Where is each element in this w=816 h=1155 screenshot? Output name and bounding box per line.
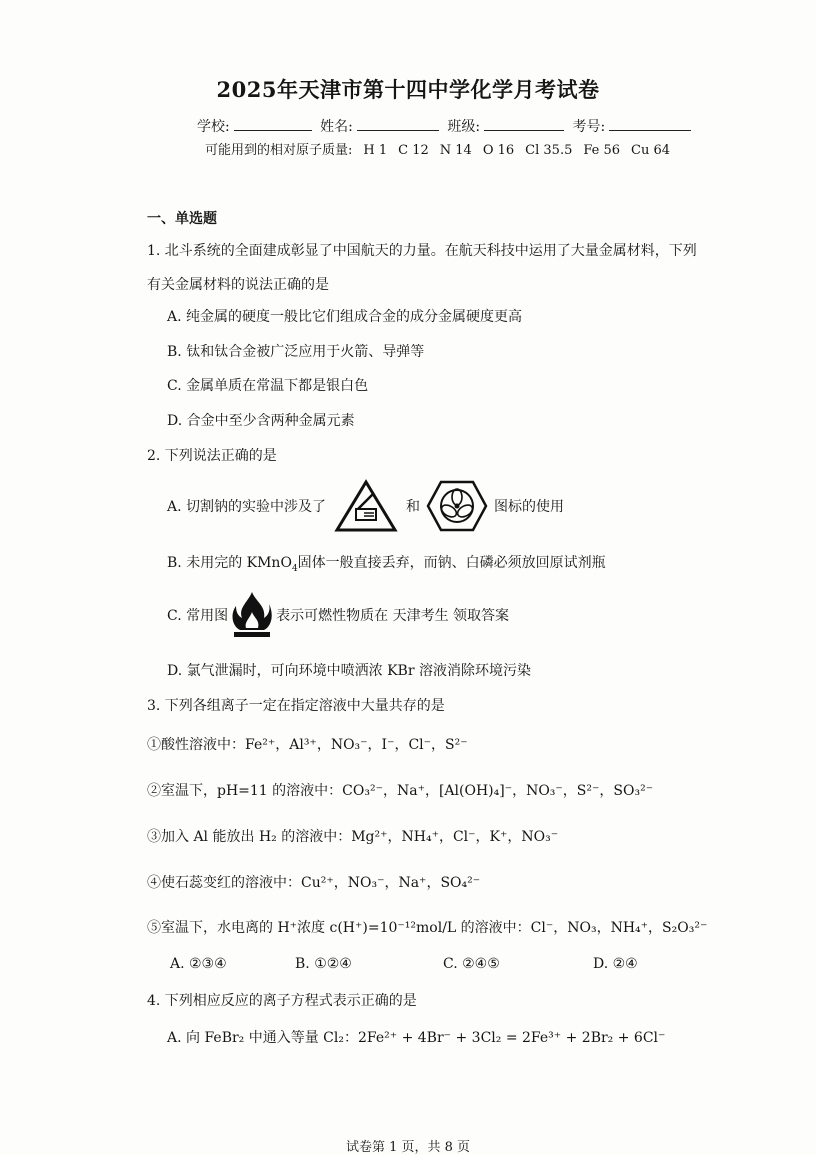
mass-n: N 14 [439,143,472,158]
mass-o: O 16 [482,143,515,158]
q1-stem-line2: 有关金属材料的说法正确的是 [147,277,329,293]
q2-option-c-suffix: 表示可燃性物质在 天津考生 领取答案 [276,608,510,624]
mass-cu: Cu 64 [631,143,671,158]
q3-choice-b: B. ①②④ [295,956,352,972]
q2-option-c-prefix: C. 常用图 [167,608,229,624]
section-heading: 一、单选题 [147,211,217,227]
q4-option-a: A. 向 FeBr₂ 中通入等量 Cl₂：2Fe²⁺ + 4Br⁻ + 3Cl₂ = 2Fe³⁺ + 2Br₂ + 6Cl⁻ [167,1030,666,1046]
q1-option-c: C. 金属单质在常温下都是银白色 [167,378,369,394]
q1-stem-line1: 1. 北斗系统的全面建成彰显了中国航天的力量。在航天科技中运用了大量金属材料，下列 [147,243,697,259]
school-label: 学校: [197,119,230,135]
school-blank [234,116,312,131]
q3-choice-a: A. ②③④ [170,956,227,972]
exam-number-blank [609,116,691,131]
q1-option-b: B. 钛和钛合金被广泛应用于火箭、导弹等 [167,344,425,360]
q3-item-4: ④使石蕊变红的溶液中：Cu²⁺，NO₃⁻，Na⁺，SO₄²⁻ [147,875,481,891]
exam-number-label: 考号: [572,119,606,135]
q3-choice-c: C. ②④⑤ [443,956,500,972]
q3-item-2: ②室温下，pH=11 的溶液中：CO₃²⁻，Na⁺，[Al(OH)₄]⁻，NO₃⁻，S²⁻，SO₃²⁻ [147,783,654,799]
q3-choice-d: D. ②④ [593,956,638,972]
q3-item-1: ①酸性溶液中：Fe²⁺，Al³⁺，NO₃⁻，I⁻，Cl⁻，S²⁻ [147,737,468,753]
mass-c: C 12 [398,143,429,158]
atomic-masses-line [205,139,681,158]
q2-option-b-suffix: 固体一般直接丢弃，而钠、白磷必须放回原试剂瓶 [297,555,606,571]
class-blank [484,116,564,131]
page-footer: 试卷第 1 页，共 8 页 [345,1140,471,1155]
name-label: 姓名: [320,119,353,135]
mass-cl: Cl 35.5 [525,143,573,158]
q1-option-d: D. 合金中至少含两种金属元素 [167,413,355,429]
atomic-masses-label: 可能用到的相对原子质量: [205,143,353,158]
q2-option-a-prefix: A. 切割钠的实验中涉及了 [167,499,327,515]
q4-stem: 4. 下列相应反应的离子方程式表示正确的是 [147,993,417,1009]
q3-stem: 3. 下列各组离子一定在指定溶液中大量共存的是 [147,698,445,714]
sharp-object-warning-icon [334,479,398,533]
q2-option-b-subscript: 4 [291,563,298,574]
q2-stem: 2. 下列说法正确的是 [147,448,277,464]
q2-option-a-and: 和 [406,499,421,515]
q2-option-d: D. 氯气泄漏时，可向环境中喷洒浓 KBr 溶液消除环境污染 [167,663,531,679]
q3-item-3: ③加入 Al 能放出 H₂ 的溶液中：Mg²⁺，NH₄⁺，Cl⁻，K⁺，NO₃⁻ [147,829,559,845]
ventilation-fan-icon [426,479,488,533]
mass-h: H 1 [363,143,388,158]
q2-option-b-prefix: B. 未用完的 KMnO [167,555,292,571]
q2-option-b [167,552,606,574]
q2-option-a-suffix: 图标的使用 [494,499,565,515]
class-label: 班级: [447,119,481,135]
flammable-flame-icon [230,590,274,640]
mass-fe: Fe 56 [583,143,621,158]
student-info-fields [197,116,695,136]
q3-item-5: ⑤室温下，水电离的 H⁺浓度 c(H⁺)=10⁻¹²mol/L 的溶液中：Cl⁻，NO₃，NH₄⁺，S₂O₃²⁻ [147,920,708,936]
name-blank [357,116,439,131]
q2-option-c [167,590,509,640]
q2-option-a [167,477,564,535]
page-title: 2025年天津市第十四中学化学月考试卷 [216,77,600,102]
q1-option-a: A. 纯金属的硬度一般比它们组成合金的成分金属硬度更高 [167,309,523,325]
